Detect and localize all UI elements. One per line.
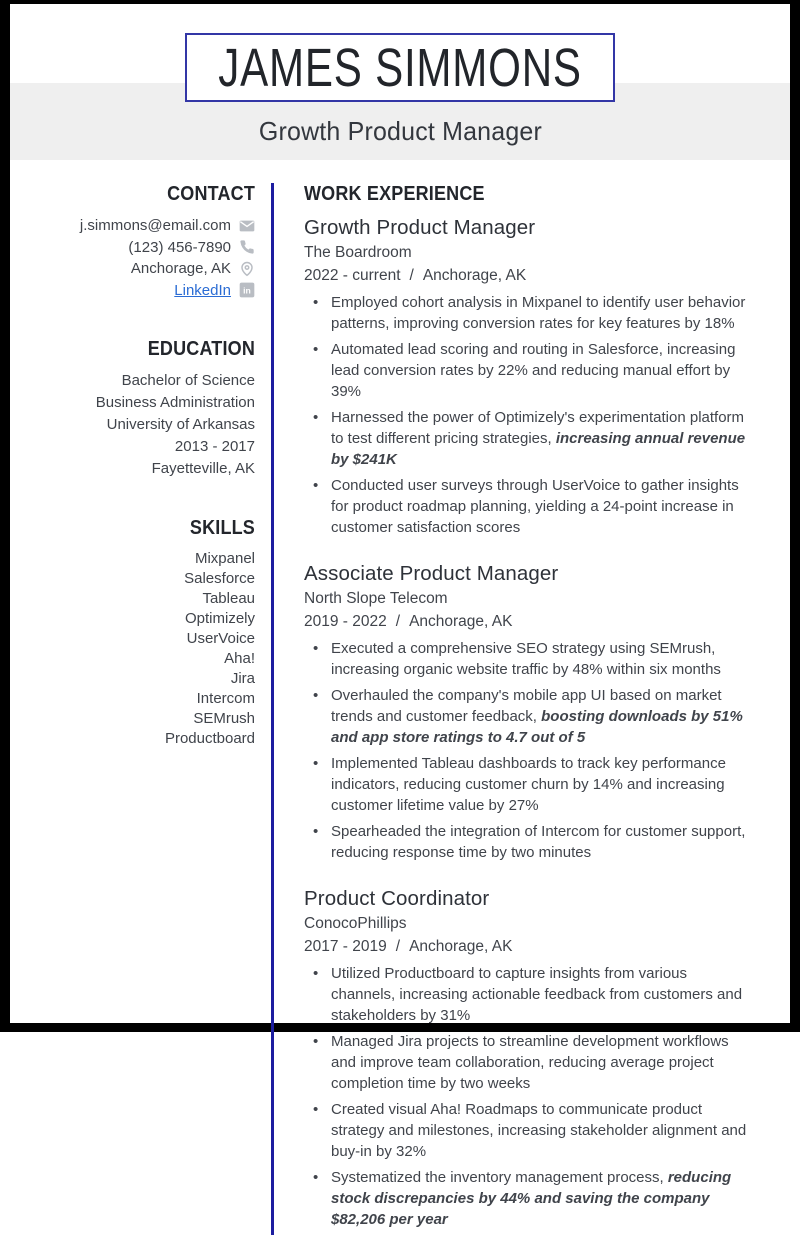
job-bullet: • Overhauled the company's mobile app UI based on market trends and customer feedback, boosting downloads by 51% and app store ratings to 4.7 out of 5 <box>304 685 755 748</box>
skill-item: Optimizely <box>184 610 255 627</box>
job-company: ConocoPhillips <box>304 915 407 932</box>
skill-item: Jira <box>230 670 255 687</box>
job-title: Associate Product Manager <box>304 562 559 585</box>
content-columns <box>10 183 790 1235</box>
job-bullet: • Utilized Productboard to capture insights from various channels, increasing actionable feedback from customers and stakeholders by 31% <box>304 963 755 1026</box>
skill-item: Mixpanel <box>194 550 255 567</box>
education-section <box>10 338 255 480</box>
svg-text:in: in <box>243 285 251 296</box>
job-bullet: • Implemented Tableau dashboards to track key performance indicators, reducing customer churn by 14% and increasing customer lifetime value by 27% <box>304 753 755 816</box>
job-dates: 2017 - 2019 <box>304 938 387 955</box>
skill-item: Tableau <box>202 590 255 607</box>
job-bullets <box>304 963 755 1230</box>
job-dates: 2022 - current <box>304 267 401 284</box>
contact-item <box>10 280 255 302</box>
job-dateline <box>304 267 755 285</box>
jobs-container <box>304 216 755 1230</box>
linkedin-link[interactable]: LinkedIn <box>174 281 231 299</box>
job-dateline <box>304 938 755 956</box>
skill-item: Aha! <box>224 650 255 667</box>
work-experience-heading: WORK EXPERIENCE <box>304 183 485 205</box>
education-line: Bachelor of Science <box>121 372 255 389</box>
skill-item: Productboard <box>164 730 255 747</box>
skills-heading: SKILLS <box>189 517 255 539</box>
contact-item <box>10 237 255 259</box>
linkedin-icon <box>239 282 255 298</box>
job-company: North Slope Telecom <box>304 590 448 607</box>
date-location-separator: / <box>409 267 414 284</box>
job-bullet: • Employed cohort analysis in Mixpanel to identify user behavior patterns, improving conversion rates for key features by 18% <box>304 292 755 334</box>
job-location: Anchorage, AK <box>409 613 513 630</box>
job-dates: 2019 - 2022 <box>304 613 387 630</box>
envelope-icon <box>239 218 255 234</box>
job-dateline <box>304 613 755 631</box>
job-company: The Boardroom <box>304 244 412 261</box>
bullet-emphasis: increasing annual revenue by $241K <box>331 430 746 468</box>
resume-header <box>10 4 790 160</box>
date-location-separator: / <box>395 938 401 955</box>
job-bullet: • Conducted user surveys through UserVoice to gather insights for product roadmap planning, yielding a 24-point increase in customer satisfaction scores <box>304 475 755 538</box>
job-title: Product Coordinator <box>304 887 490 910</box>
education-line: Business Administration <box>95 394 255 411</box>
bullet-emphasis: boosting downloads by 51% and app store ratings to 4.7 out of 5 <box>331 708 743 746</box>
sidebar <box>10 183 274 1235</box>
job-location: Anchorage, AK <box>409 938 513 955</box>
name-box <box>185 33 615 102</box>
job-entry <box>304 887 755 1230</box>
job-bullet: • Executed a comprehensive SEO strategy using SEMrush, increasing organic website traffic by 48% within six months <box>304 638 755 680</box>
job-title: Growth Product Manager <box>304 216 536 239</box>
contact-item <box>10 258 255 280</box>
contact-value: Anchorage, AK <box>130 260 231 278</box>
bullet-emphasis: reducing stock discrepancies by 44% and saving the company $82,206 per year <box>331 1169 732 1228</box>
education-line: Fayetteville, AK <box>151 460 255 477</box>
job-bullet: • Spearheaded the integration of Intercom for customer support, reducing response time by two minutes <box>304 821 755 863</box>
job-bullet: • Created visual Aha! Roadmaps to communicate product strategy and milestones, increasing stakeholder alignment and buy-in by 32% <box>304 1099 755 1162</box>
job-bullet: • Systematized the inventory management process, reducing stock discrepancies by 44% and saving the company $82,206 per year <box>304 1167 755 1230</box>
skill-item: Salesforce <box>184 570 255 587</box>
skill-item: UserVoice <box>186 630 255 647</box>
date-location-separator: / <box>395 613 401 630</box>
education-heading: EDUCATION <box>147 338 255 360</box>
candidate-title: Growth Product Manager <box>258 116 542 146</box>
job-entry <box>304 216 755 538</box>
job-location: Anchorage, AK <box>422 267 527 284</box>
contact-list <box>10 215 255 301</box>
job-bullets <box>304 292 755 538</box>
location-pin-icon <box>239 261 255 277</box>
education-line: 2013 - 2017 <box>174 438 255 455</box>
contact-section <box>10 183 255 301</box>
job-bullet: • Harnessed the power of Optimizely's experimentation platform to test different pricing strategies, increasing annual revenue by $241K <box>304 407 755 470</box>
contact-value: (123) 456-7890 <box>128 238 231 256</box>
skills-list <box>10 549 255 749</box>
contact-item <box>10 215 255 237</box>
contact-value: j.simmons@email.com <box>79 217 231 235</box>
education-line: University of Arkansas <box>106 416 255 433</box>
candidate-name: JAMES SIMMONS <box>218 37 582 98</box>
job-bullets <box>304 638 755 863</box>
main-column <box>274 183 790 1235</box>
skills-section <box>10 517 255 749</box>
job-bullet: • Managed Jira projects to streamline development workflows and improve team collaboration, reducing average project completion time by two weeks <box>304 1031 755 1094</box>
phone-icon <box>239 239 255 255</box>
skill-item: Intercom <box>196 690 255 707</box>
job-entry <box>304 562 755 863</box>
job-bullet: • Automated lead scoring and routing in Salesforce, increasing lead conversion rates by 22% and reducing manual effort by 39% <box>304 339 755 402</box>
skill-item: SEMrush <box>193 710 255 727</box>
contact-heading: CONTACT <box>167 183 255 205</box>
education-lines <box>10 370 255 480</box>
